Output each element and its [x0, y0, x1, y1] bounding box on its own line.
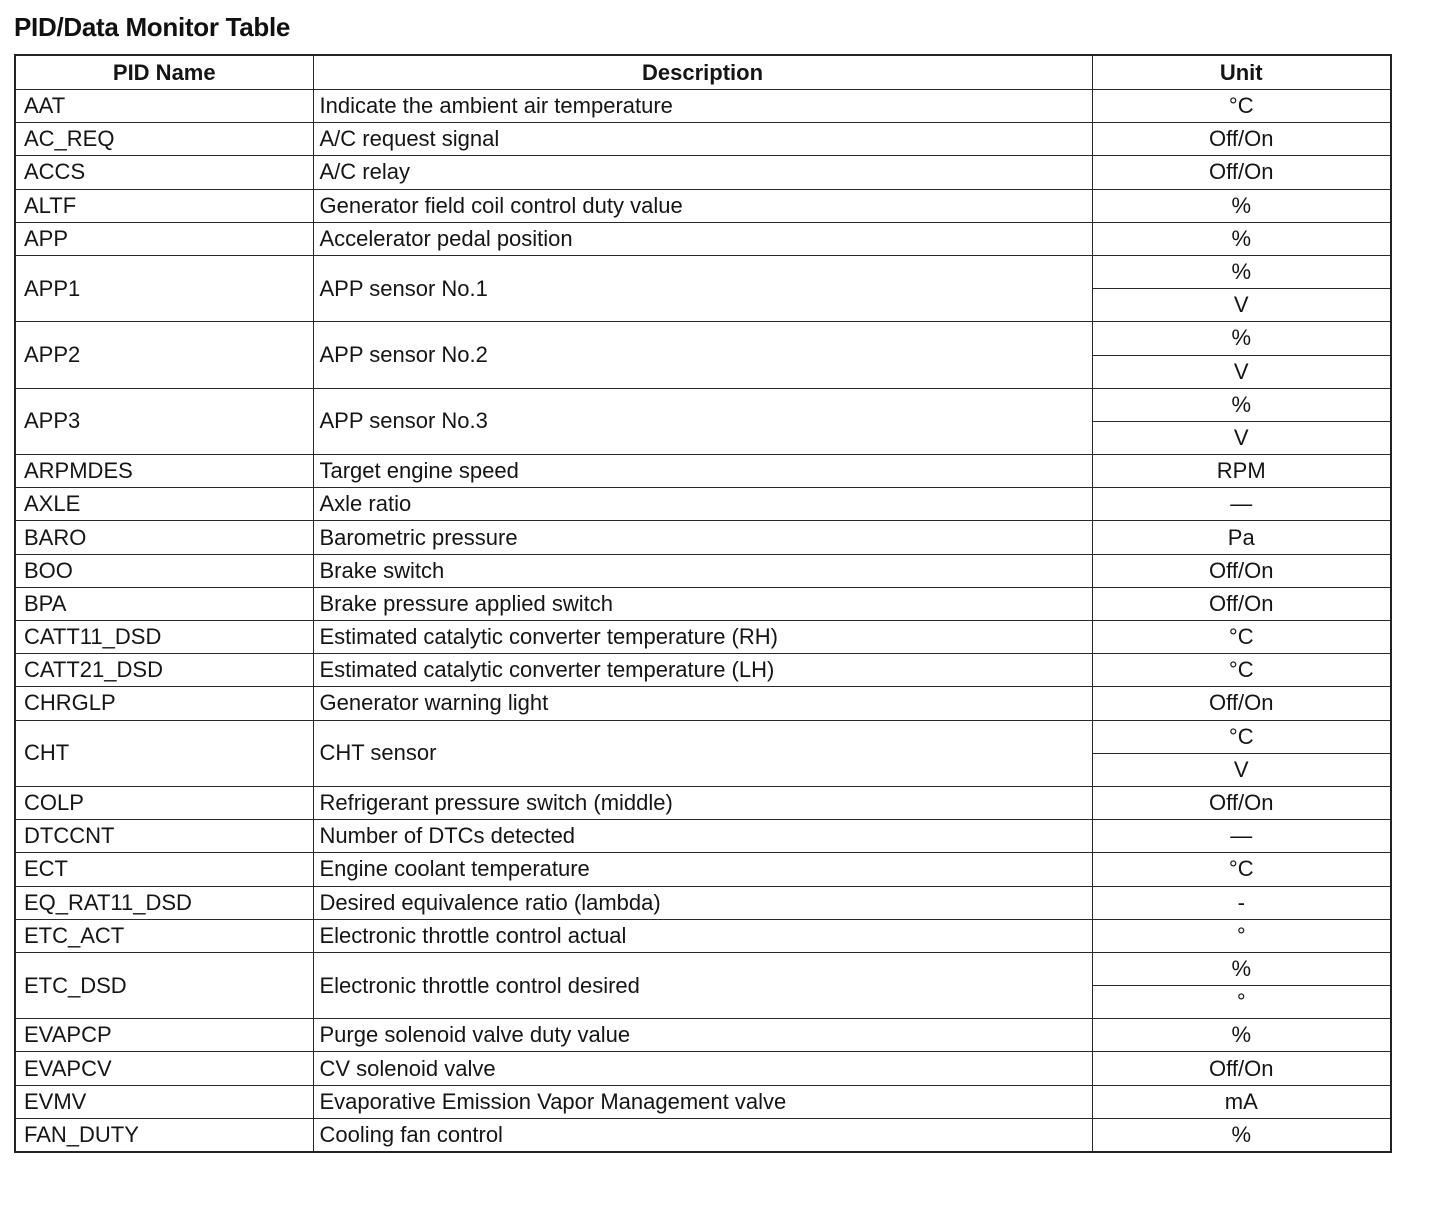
description-cell: APP sensor No.1 [313, 255, 1092, 321]
table-row [15, 1085, 1391, 1118]
description-cell: Brake pressure applied switch [313, 587, 1092, 620]
table-row [15, 587, 1391, 620]
unit-cell: ° [1092, 919, 1391, 952]
pid-name-cell: EQ_RAT11_DSD [15, 886, 313, 919]
pid-name-cell: DTCCNT [15, 820, 313, 853]
unit-cell: RPM [1092, 455, 1391, 488]
pid-name-cell: APP2 [15, 322, 313, 388]
description-cell: Number of DTCs detected [313, 820, 1092, 853]
description-cell: Barometric pressure [313, 521, 1092, 554]
pid-name-cell: APP [15, 222, 313, 255]
table-row [15, 455, 1391, 488]
pid-name-cell: CATT11_DSD [15, 621, 313, 654]
pid-name-cell: ACCS [15, 156, 313, 189]
unit-cell: % [1092, 222, 1391, 255]
description-cell: CHT sensor [313, 720, 1092, 786]
description-cell: Generator warning light [313, 687, 1092, 720]
header-pid-name: PID Name [15, 55, 313, 90]
description-cell: Cooling fan control [313, 1118, 1092, 1152]
description-cell: APP sensor No.3 [313, 388, 1092, 454]
table-row [15, 853, 1391, 886]
header-description: Description [313, 55, 1092, 90]
pid-name-cell: APP1 [15, 255, 313, 321]
table-row [15, 1019, 1391, 1052]
pid-name-cell: BOO [15, 554, 313, 587]
unit-cell: V [1092, 289, 1391, 322]
unit-cell: °C [1092, 853, 1391, 886]
pid-name-cell: EVMV [15, 1085, 313, 1118]
table-row [15, 388, 1391, 421]
table-row [15, 952, 1391, 985]
unit-cell: % [1092, 952, 1391, 985]
pid-name-cell: BARO [15, 521, 313, 554]
header-unit: Unit [1092, 55, 1391, 90]
table-row [15, 156, 1391, 189]
description-cell: Accelerator pedal position [313, 222, 1092, 255]
description-cell: Generator field coil control duty value [313, 189, 1092, 222]
pid-name-cell: BPA [15, 587, 313, 620]
table-row [15, 720, 1391, 753]
pid-data-monitor-table [14, 54, 1392, 1153]
pid-name-cell: COLP [15, 786, 313, 819]
description-cell: A/C request signal [313, 123, 1092, 156]
description-cell: Estimated catalytic converter temperature (RH) [313, 621, 1092, 654]
pid-name-cell: AXLE [15, 488, 313, 521]
unit-cell: °C [1092, 720, 1391, 753]
unit-cell: Off/On [1092, 587, 1391, 620]
pid-name-cell: AAT [15, 90, 313, 123]
unit-cell: °C [1092, 654, 1391, 687]
description-cell: Brake switch [313, 554, 1092, 587]
pid-name-cell: ECT [15, 853, 313, 886]
table-row [15, 189, 1391, 222]
description-cell: Desired equivalence ratio (lambda) [313, 886, 1092, 919]
description-cell: Estimated catalytic converter temperature (LH) [313, 654, 1092, 687]
description-cell: Electronic throttle control desired [313, 952, 1092, 1018]
table-row [15, 919, 1391, 952]
unit-cell: % [1092, 255, 1391, 288]
table-row [15, 654, 1391, 687]
description-cell: Indicate the ambient air temperature [313, 90, 1092, 123]
pid-name-cell: FAN_DUTY [15, 1118, 313, 1152]
unit-cell: °C [1092, 90, 1391, 123]
pid-name-cell: CHRGLP [15, 687, 313, 720]
unit-cell: Off/On [1092, 687, 1391, 720]
table-row [15, 255, 1391, 288]
table-row [15, 786, 1391, 819]
unit-cell: % [1092, 1118, 1391, 1152]
description-cell: Refrigerant pressure switch (middle) [313, 786, 1092, 819]
unit-cell: Off/On [1092, 1052, 1391, 1085]
table-header-row [15, 55, 1391, 90]
table-row [15, 621, 1391, 654]
table-row [15, 90, 1391, 123]
description-cell: A/C relay [313, 156, 1092, 189]
table-row [15, 123, 1391, 156]
table-row [15, 322, 1391, 355]
unit-cell: V [1092, 421, 1391, 454]
unit-cell: % [1092, 388, 1391, 421]
unit-cell: Pa [1092, 521, 1391, 554]
unit-cell: Off/On [1092, 156, 1391, 189]
unit-cell: Off/On [1092, 123, 1391, 156]
pid-name-cell: CATT21_DSD [15, 654, 313, 687]
description-cell: Engine coolant temperature [313, 853, 1092, 886]
unit-cell: V [1092, 355, 1391, 388]
pid-name-cell: APP3 [15, 388, 313, 454]
pid-name-cell: ALTF [15, 189, 313, 222]
table-row [15, 488, 1391, 521]
unit-cell: °C [1092, 621, 1391, 654]
description-cell: Purge solenoid valve duty value [313, 1019, 1092, 1052]
unit-cell: - [1092, 886, 1391, 919]
unit-cell: Off/On [1092, 554, 1391, 587]
pid-name-cell: EVAPCV [15, 1052, 313, 1085]
unit-cell: ° [1092, 986, 1391, 1019]
unit-cell: — [1092, 488, 1391, 521]
description-cell: Target engine speed [313, 455, 1092, 488]
unit-cell: % [1092, 322, 1391, 355]
description-cell: CV solenoid valve [313, 1052, 1092, 1085]
unit-cell: — [1092, 820, 1391, 853]
pid-name-cell: CHT [15, 720, 313, 786]
unit-cell: % [1092, 189, 1391, 222]
table-row [15, 222, 1391, 255]
pid-name-cell: AC_REQ [15, 123, 313, 156]
pid-name-cell: ETC_DSD [15, 952, 313, 1018]
unit-cell: mA [1092, 1085, 1391, 1118]
pid-name-cell: EVAPCP [15, 1019, 313, 1052]
pid-name-cell: ETC_ACT [15, 919, 313, 952]
unit-cell: Off/On [1092, 786, 1391, 819]
description-cell: Electronic throttle control actual [313, 919, 1092, 952]
description-cell: Axle ratio [313, 488, 1092, 521]
table-row [15, 886, 1391, 919]
pid-name-cell: ARPMDES [15, 455, 313, 488]
table-row [15, 1118, 1391, 1152]
unit-cell: % [1092, 1019, 1391, 1052]
table-row [15, 820, 1391, 853]
table-row [15, 687, 1391, 720]
unit-cell: V [1092, 753, 1391, 786]
page-title: PID/Data Monitor Table [14, 12, 291, 42]
table-body [15, 90, 1391, 1153]
table-row [15, 521, 1391, 554]
description-cell: APP sensor No.2 [313, 322, 1092, 388]
description-cell: Evaporative Emission Vapor Management valve [313, 1085, 1092, 1118]
table-row [15, 554, 1391, 587]
table-row [15, 1052, 1391, 1085]
